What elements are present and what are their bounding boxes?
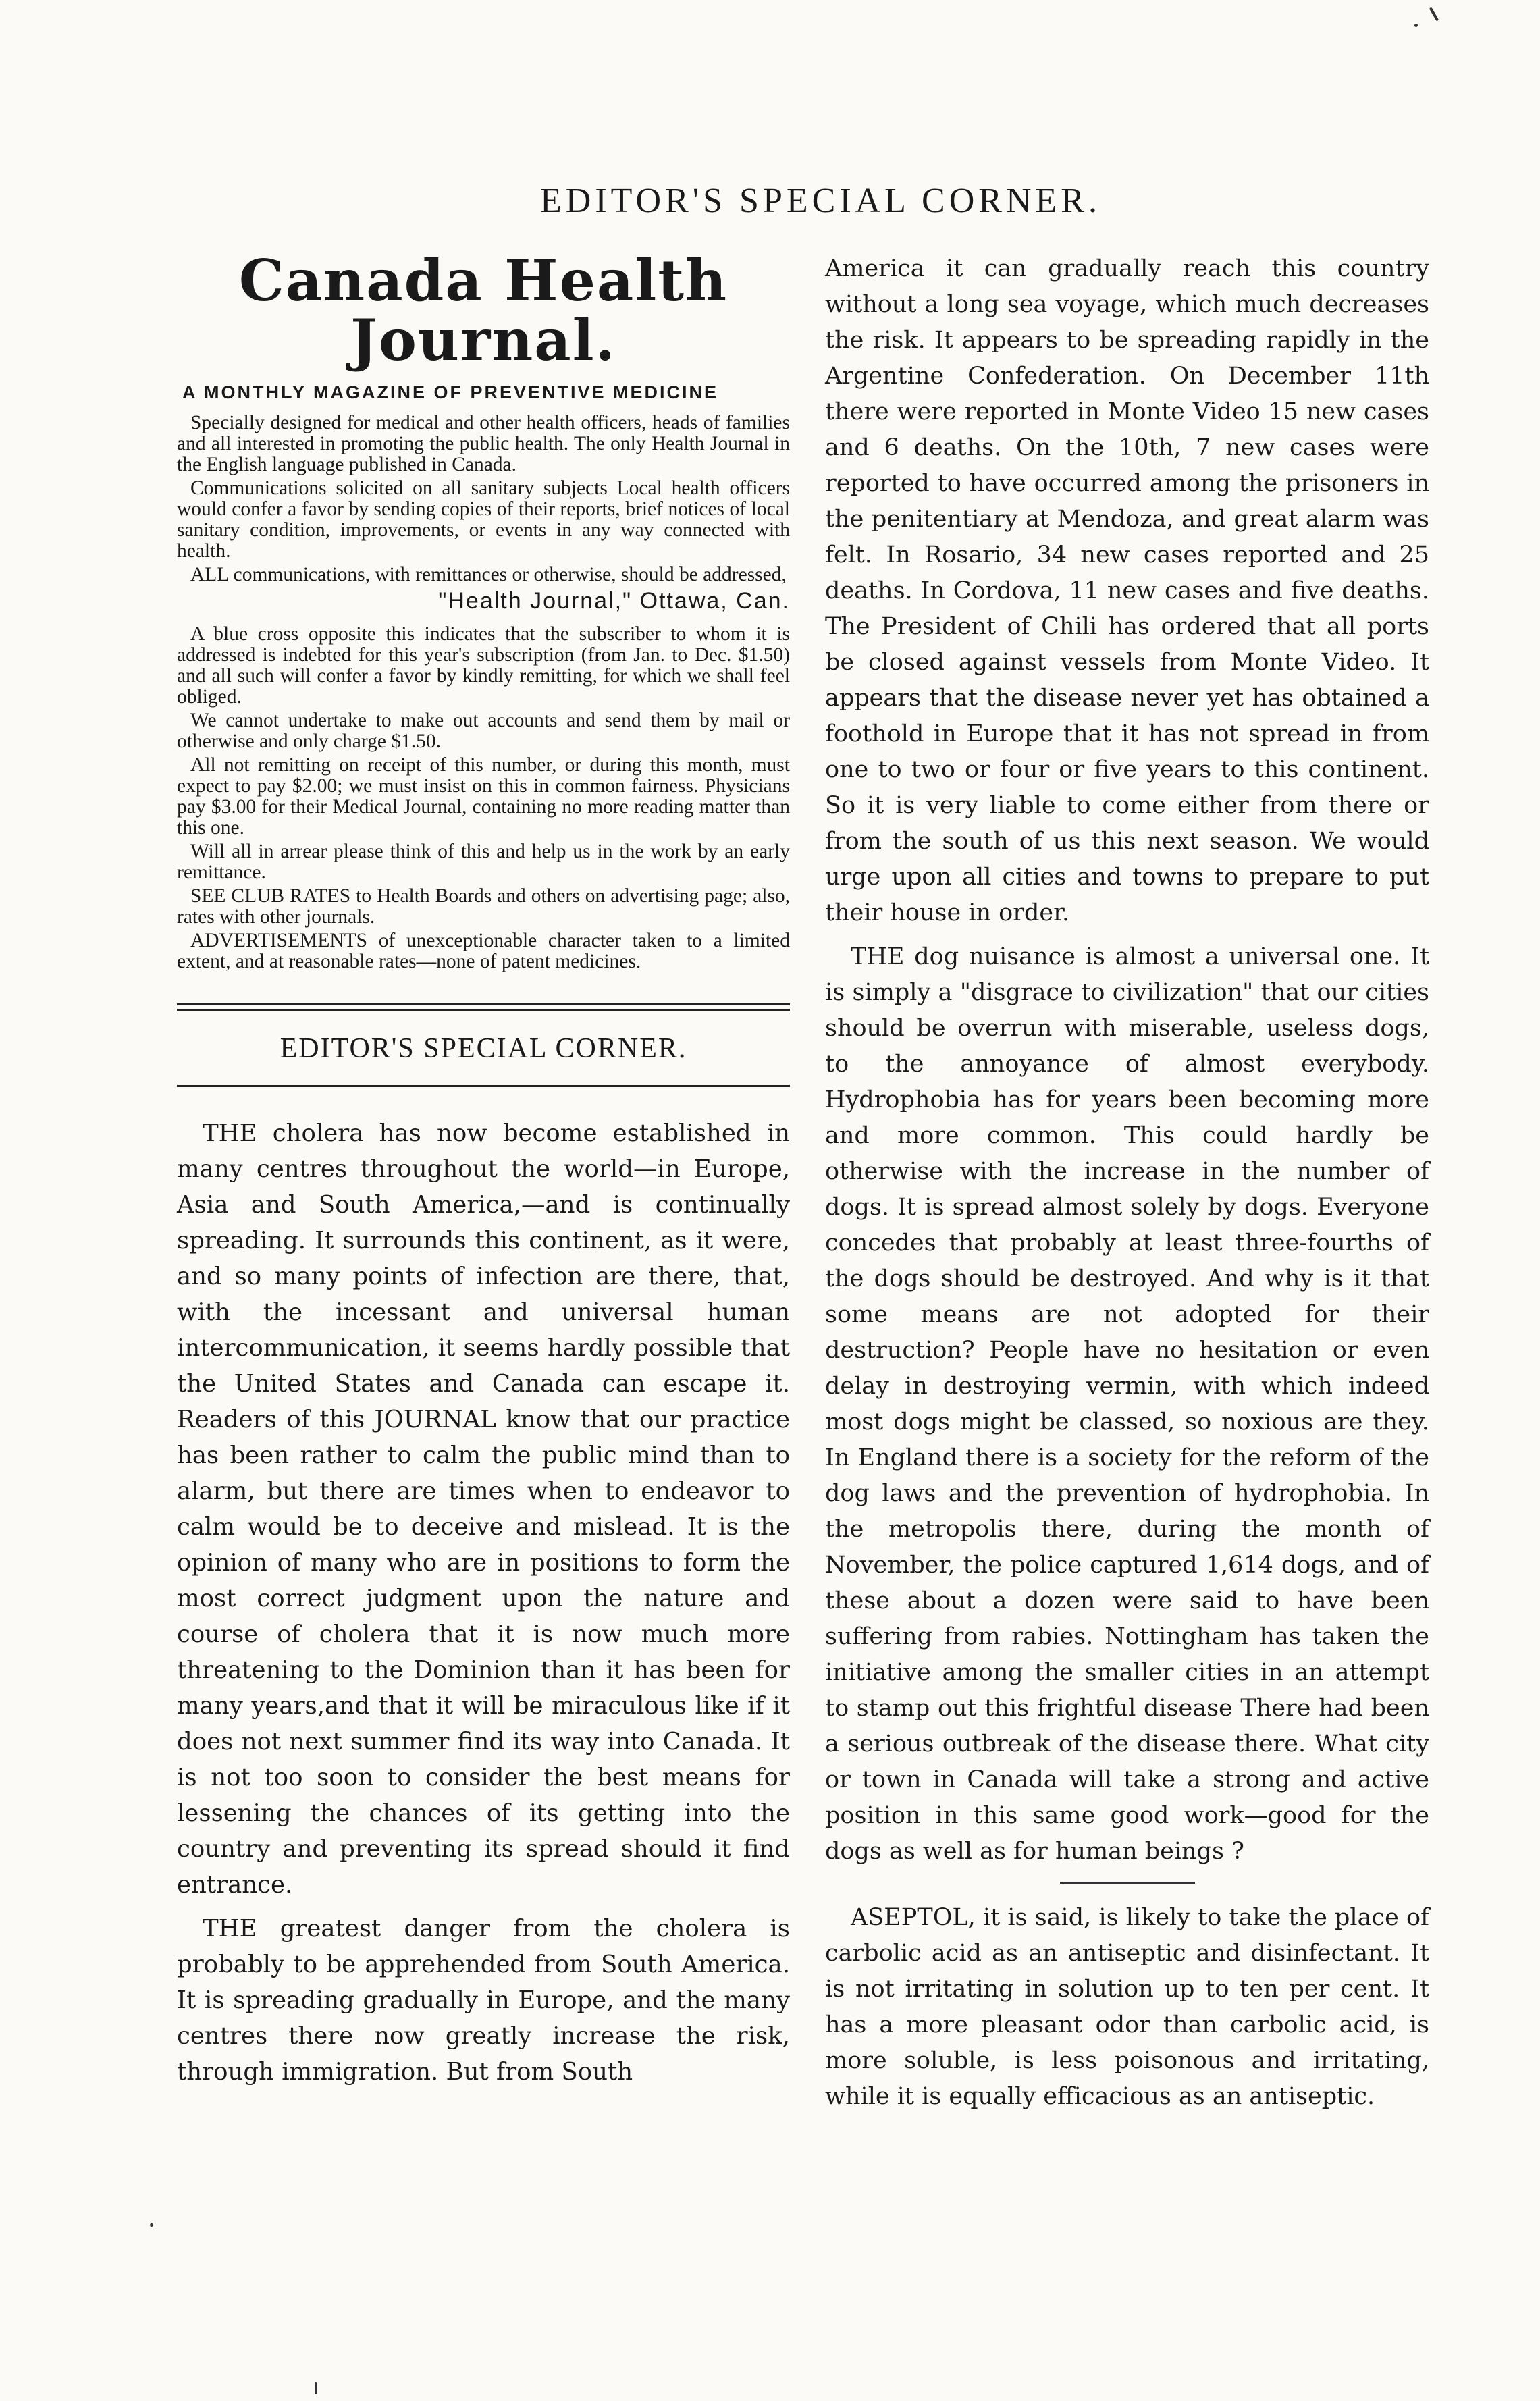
masthead-subtitle: A MONTHLY MAGAZINE OF PREVENTIVE MEDICINE <box>182 382 719 403</box>
divider <box>177 1085 790 1087</box>
section-title: EDITOR'S SPECIAL CORNER. <box>280 1033 687 1065</box>
divider <box>1060 1882 1195 1884</box>
notice-paragraph: Will all in arrear please think of this and help us in the work by an early remittance. <box>177 841 790 884</box>
article-paragraph: THE dog nuisance is almost a universal one. It is simply a "disgrace to civilization" that our cities should be overrun with miserable, useless dogs, to the annoyance of almost everybody. Hydrophobia has for years been becoming more and more common. This could hardly be otherwise with the increase in the number of dogs. It is spread almost solely by dogs. Everyone concedes that probably at least three-fourths of the dogs should be destroyed. And why is it that some means are not adopted for their destruction? People have no hesitation or even delay in destroying vermin, with which indeed most dogs might be classed, so noxious are they. In England there is a society for the reform of the dog laws and the prevention of hydrophobia. In the metropolis there, during the month of November, the police captured 1,614 dogs, and of these about a dozen were said to have been suffering from rabies. Nottingham has taken the initiative among the smaller cities in an attempt to stamp out this frightful disease There had been a serious outbreak of the disease there. What city or town in Canada will take a strong and active position in this same good work—good for the dogs as well as for human beings ? <box>825 943 1429 1865</box>
right-column <box>825 251 1429 2123</box>
notice-paragraph: ADVERTISEMENTS of unexceptionable character taken to a limited extent, and at reasonable rates—none of patent medicines. <box>177 930 790 973</box>
print-speck <box>1414 24 1418 27</box>
notice-paragraph: ALL communications, with remittances or otherwise, should be addressed, <box>190 564 787 586</box>
running-header: EDITOR'S SPECIAL CORNER. <box>540 182 1101 220</box>
print-speck <box>315 2382 317 2394</box>
notice-paragraph: Communications solicited on all sanitary subjects Local health officers would confer a favor by sending copies of their reports, brief notices of local sanitary condition, improvements, or events in any way connected with health. <box>177 477 790 562</box>
double-divider <box>177 1003 790 1011</box>
left-column <box>177 247 790 2098</box>
mailing-address: "Health Journal," Ottawa, Can. <box>438 588 790 614</box>
article-paragraph: America it can gradually reach this country without a long sea voyage, which much decreases the risk. It appears to be spreading rapidly in the Argentine Confederation. On December 11th there were reported in Monte Video 15 new cases and 6 deaths. On the 10th, 7 new cases were reported to have occurred among the prisoners in the penitentiary at Mendoza, and great alarm was felt. In Rosario, 34 new cases reported and 25 deaths. In Cordova, 11 new cases and five deaths. The President of Chili has ordered that all ports be closed against vessels from Monte Video. It appears that the disease never yet has obtained a foothold in Europe that it has not spread in from one to two or four or five years to this continent. So it is very liable to come either from there or from the south of us this next season. We would urge upon all cities and towns to prepare to put their house in order. <box>825 255 1429 926</box>
notice-paragraph: Specially designed for medical and other health officers, heads of families and all interested in promoting the public health. The only Health Journal in the English language published in Canada. <box>177 412 790 476</box>
notice-paragraph: All not remitting on receipt of this number, or during this month, must expect to pay $2.00; we must insist on this in common fairness. Physicians pay $3.00 for their Medical Journal, containing no more reading matter than this one. <box>177 754 790 839</box>
article-paragraph: ASEPTOL, it is said, is likely to take the place of carbolic acid as an antiseptic and disinfectant. It is not irritating in solution up to ten per cent. It has a more pleasant odor than carbolic acid, is more soluble, is less poisonous and irritating, while it is equally efficacious as an antiseptic. <box>825 1904 1429 2110</box>
notice-paragraph: We cannot undertake to make out accounts and send them by mail or otherwise and only charge $1.50. <box>177 710 790 753</box>
article-paragraph: THE greatest danger from the cholera is probably to be apprehended from South America. It is spreading gradually in Europe, and the many centres there now greatly increase the risk, through immigration. But from South <box>177 1915 790 2086</box>
notice-paragraph: A blue cross opposite this indicates that the subscriber to whom it is addressed is indebted for this year's subscription (from Jan. to Dec. $1.50) and all such will confer a favor by kindly remitting, for which we shall feel obliged. <box>177 623 790 708</box>
masthead-title: Canada Health Journal. <box>238 247 728 374</box>
article-paragraph: THE cholera has now become established in many centres throughout the world—in Europe, Asia and South America,—and is continually spreading. It surrounds this continent, as it were, and so many points of infection are there, that, with the incessant and universal human intercommunication, it seems hardly possible that the United States and Canada can escape it. Readers of this JOURNAL know that our practice has been rather to calm the public mind than to alarm, but there are times when to endeavor to calm would be to deceive and mislead. It is the opinion of many who are in positions to form the most correct judgment upon the nature and course of cholera that it is now much more threatening to the Dominion than it has been for many years,and that it will be miraculous like if it does not next summer find its way into Canada. It is not too soon to consider the best means for lessening the chances of its getting into the country and preventing its spread should it find entrance. <box>177 1119 790 1899</box>
print-speck <box>1429 7 1439 21</box>
notice-paragraph: SEE CLUB RATES to Health Boards and others on advertising page; also, rates with other journals. <box>177 885 790 928</box>
print-speck <box>150 2223 153 2227</box>
